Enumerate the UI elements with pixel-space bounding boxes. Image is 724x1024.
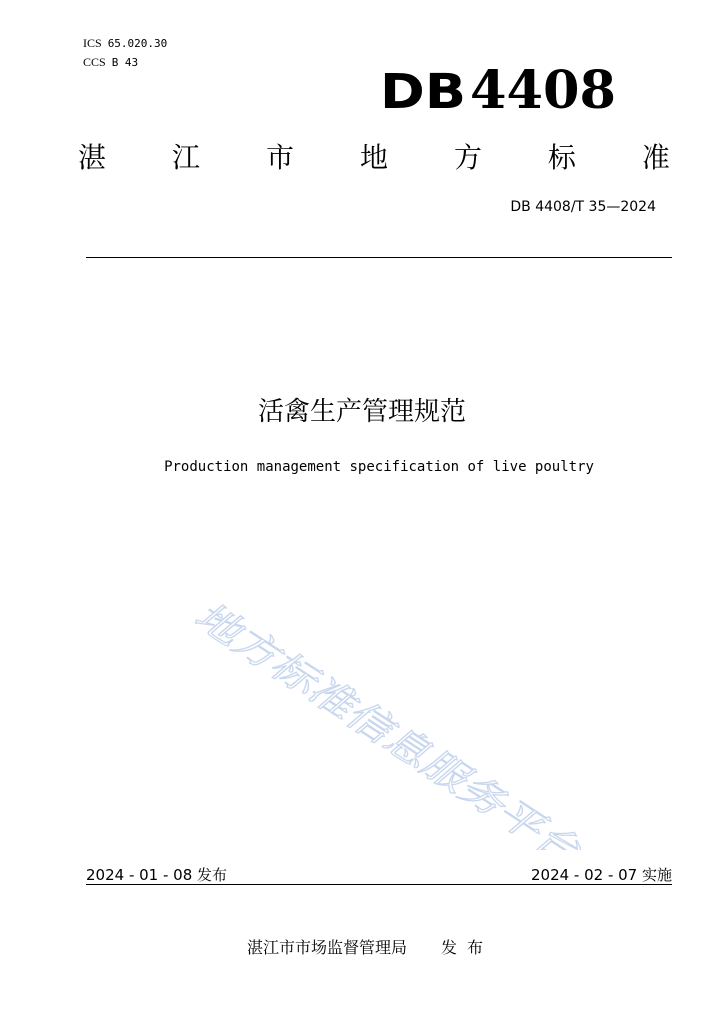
issuer-action: 发布 (441, 938, 494, 957)
logo-number: 4408 (470, 62, 616, 118)
std-name-char: 湛 (78, 141, 107, 174)
std-name-char: 地 (359, 141, 388, 174)
std-name-char: 方 (453, 141, 482, 174)
ics-value: 65.020.30 (107, 37, 168, 50)
std-name-char: 市 (265, 141, 294, 174)
ccs-label: CCS (83, 55, 106, 69)
watermark (180, 590, 600, 850)
ics-classification (83, 36, 167, 51)
standard-code: DB 4408/T 35—2024 (510, 199, 656, 215)
standard-type-name (78, 140, 670, 176)
issuing-authority (0, 935, 724, 958)
watermark-text: 地方标准信息服务平台 (187, 592, 530, 837)
document-title-cn: 活禽生产管理规范 (257, 397, 466, 427)
document-title-en: Production management specification of live poultry (164, 459, 594, 475)
std-name-char: 标 (547, 141, 576, 174)
std-name-char: 准 (641, 141, 670, 174)
header-divider (86, 257, 672, 258)
publish-date: 2024 - 01 - 08 发布 (86, 866, 228, 884)
logo-letters: DB (380, 64, 466, 118)
issuer-org: 湛江市市场监督管理局 (246, 938, 407, 957)
ccs-value: B 43 (111, 56, 139, 69)
implementation-date: 2024 - 02 - 07 实施 (530, 866, 672, 884)
db-standard-logo (380, 62, 620, 118)
ccs-classification (83, 55, 138, 70)
std-name-char: 江 (171, 141, 200, 174)
ics-label: ICS (83, 36, 102, 50)
